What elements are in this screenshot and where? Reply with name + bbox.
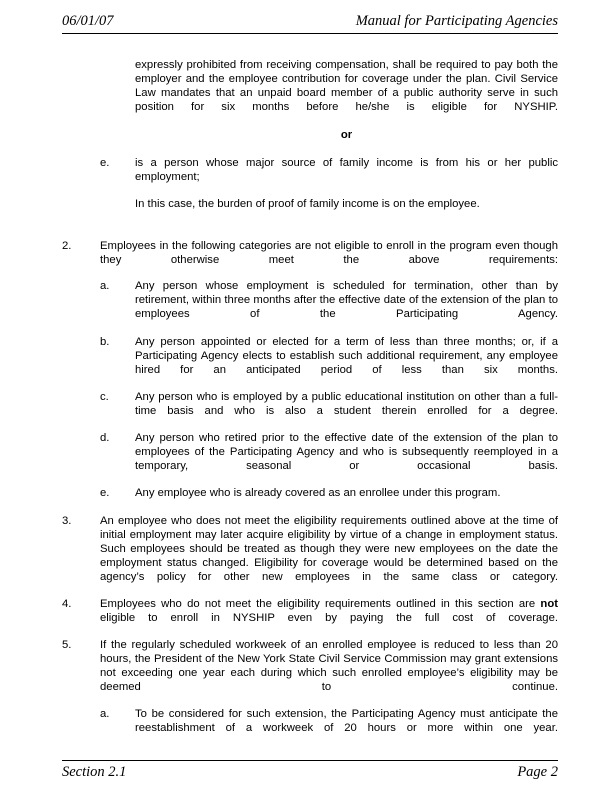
item-2a-text: Any person whose employment is scheduled for termination, other than by retirement, within three months after the effective date of the extension of the plan to employees of the Participating Agency. xyxy=(135,280,558,320)
item-4-marker: 4. xyxy=(62,598,72,610)
item-2b-marker: b. xyxy=(100,336,110,348)
item-2-text: Employees in the following categories are not eligible to enroll in the program even though they otherwise meet the above requirements: xyxy=(100,240,558,266)
item-2d-marker: d. xyxy=(100,432,110,444)
item-e-note: In this case, the burden of proof of family income is on the employee. xyxy=(135,198,480,210)
item-5a-marker: a. xyxy=(100,708,110,720)
item-2e-text: Any employee who is already covered as an enrollee under this program. xyxy=(135,487,501,499)
footer-page-number: Page 2 xyxy=(517,764,558,780)
item-2c-marker: c. xyxy=(100,391,109,403)
item-2c-text: Any person who is employed by a public educational institution on other than a full-time basis and who is also a student therein enrolled for a degree. xyxy=(135,391,558,417)
item-5-text: If the regularly scheduled workweek of an enrolled employee is reduced to less than 20 hours, the President of the New York State Civil Service Commission may grant extensions not exceeding one year each during which such enrolled employee’s eligibility may be deemed to continue. xyxy=(100,639,558,693)
item-2d-text: Any person who retired prior to the effective date of the extension of the plan to employees of the Participating Agency and who is subsequently reemployed in a temporary, seasonal or occasional basis. xyxy=(135,432,558,472)
header-title: Manual for Participating Agencies xyxy=(355,13,558,29)
item-2e-marker: e. xyxy=(100,487,110,499)
item-2b-text: Any person appointed or elected for a term of less than three months; or, if a Participating Agency elects to establish such additional requirement, any employee hired for an anticipated period of less than six months. xyxy=(135,336,558,376)
item-4-text: Employees who do not meet the eligibility requirements outlined in this section are not eligible to enroll in NYSHIP even by paying the full cost of coverage. xyxy=(100,598,558,624)
item-5a-text: To be considered for such extension, the Participating Agency must anticipate the reestablishment of a workweek of 20 hours or more within one year. xyxy=(135,708,558,734)
emphasis-not: not xyxy=(540,598,558,610)
page-header xyxy=(62,13,558,34)
item-e-text: is a person whose major source of family income is from his or her public employment; xyxy=(135,157,558,183)
item-3-text: An employee who does not meet the eligibility requirements outlined above at the time of initial employment may later acquire eligibility by virtue of a change in employment status. Such employees should be treated as though they were new employees on the date the employment status changed. Eligibility for coverage would be determined based on the agency’s policy for other new employees in the same class or category. xyxy=(100,515,558,583)
footer-section: Section 2.1 xyxy=(62,764,127,780)
item-2-marker: 2. xyxy=(62,240,72,252)
header-date: 06/01/07 xyxy=(62,13,114,29)
page-footer xyxy=(62,760,558,784)
item-e-marker: e. xyxy=(100,157,110,169)
item-3-marker: 3. xyxy=(62,515,72,527)
item-2a-marker: a. xyxy=(100,280,110,292)
item-5-marker: 5. xyxy=(62,639,72,651)
or-separator: or xyxy=(340,129,353,141)
continued-paragraph: expressly prohibited from receiving compensation, shall be required to pay both the employer and the employee contribution for coverage under the plan. Civil Service Law mandates that an unpaid board member of a public authority serve in such position for six months before he/she is eligible for NYSHIP. xyxy=(135,59,558,113)
